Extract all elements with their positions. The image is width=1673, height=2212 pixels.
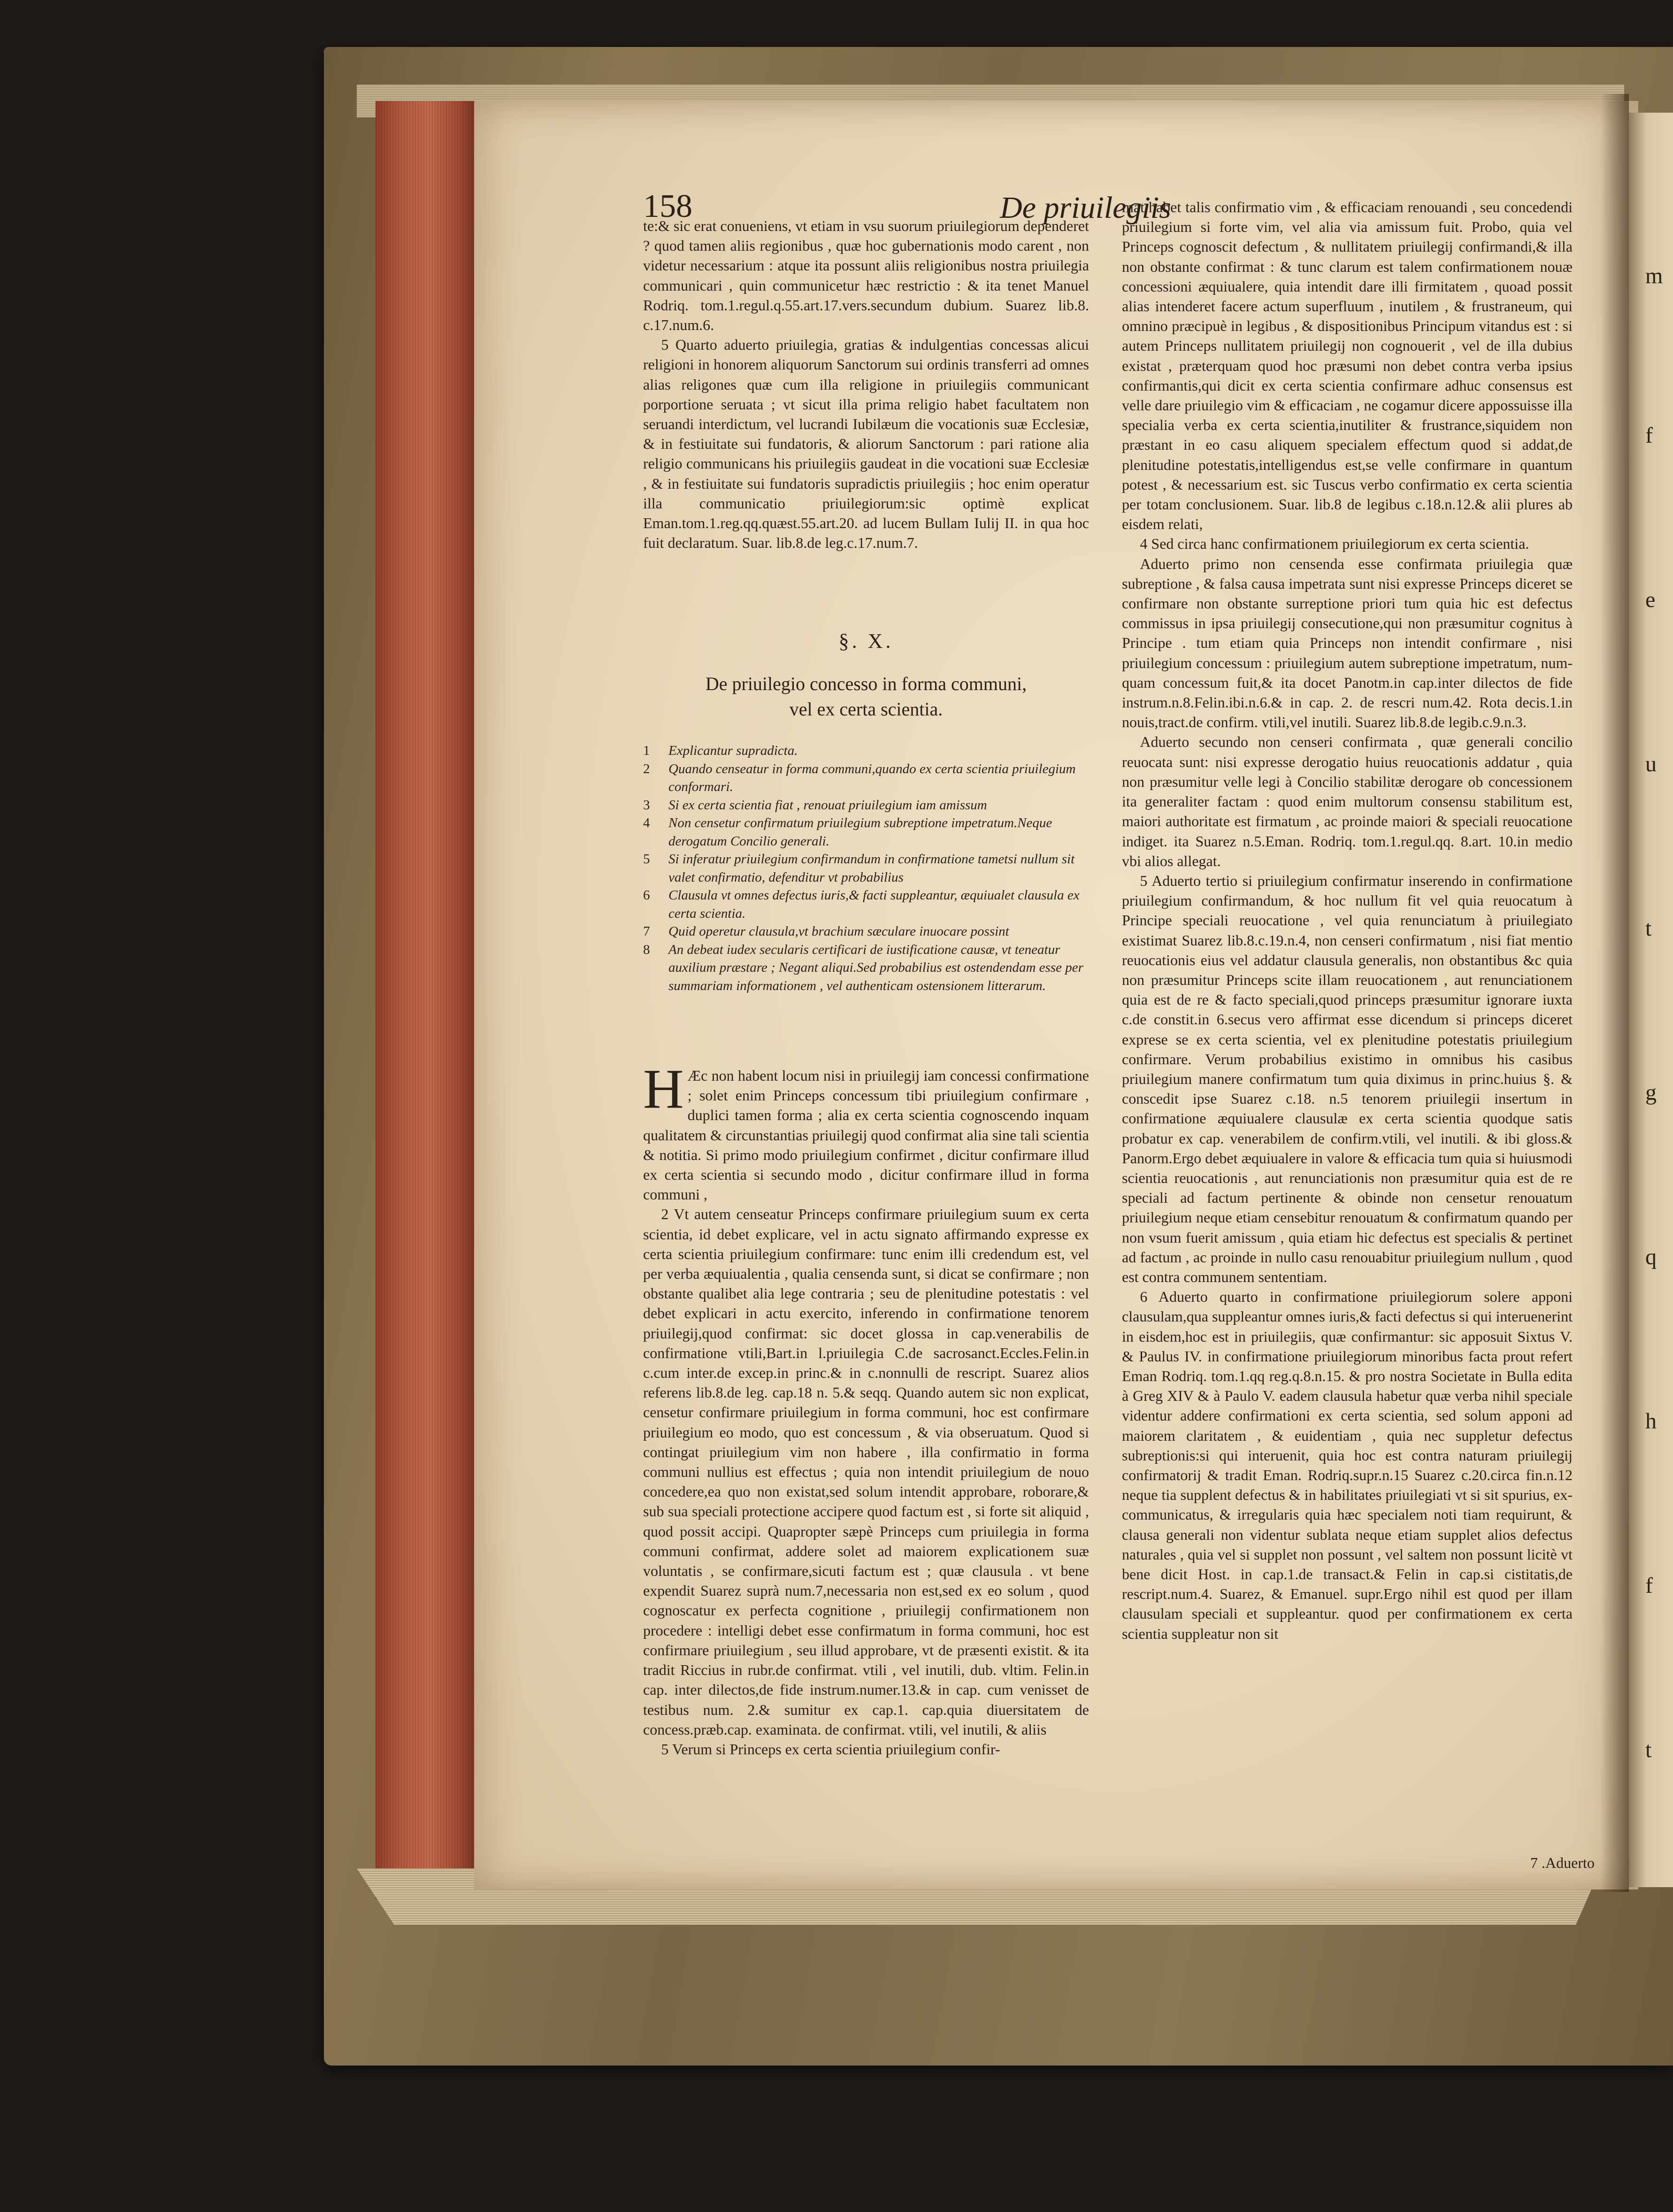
facing-page-letter: t bbox=[1645, 916, 1652, 941]
gutter-shadow bbox=[1601, 94, 1629, 1892]
summary-item bbox=[643, 742, 1089, 760]
summary-text: Explicantur supradicta. bbox=[668, 743, 798, 758]
summary-item bbox=[643, 814, 1089, 850]
section-heading-line: vel ex certa scientia. bbox=[789, 699, 943, 720]
summary-item bbox=[643, 922, 1089, 941]
paragraph: 5 Verum si Princeps ex certa scientia priuilegium confir- bbox=[661, 1740, 1000, 1758]
summary-number: 3 bbox=[643, 797, 650, 813]
summary-text: An debeat iudex secularis certificari de iustificatione causæ, vt teneatur auxilium præstare ; Negant aliqui.Sed probabilius est ostendendam esse per summariam informationem , vel authenticam ostensionem litterarum. bbox=[668, 942, 1083, 993]
summary-number: 8 bbox=[643, 942, 650, 957]
paragraph: 5 Quarto aduerto priuilegia, gratias & indulgentias concessas alicui religioni in honorem aliquorum Sanctorum sui ordinis transferri ad omnes alias religones quæ cum illa religione in priuilegiis communicant porportione seruata ; vt sicut illa prima religio habet facultatem non seruandi interdictum, vel lucrandi Iubilæum die vocationis suæ Ecclesiæ, & in festiuitate sui fundatoris, & aliorum Sanctorum : pari ratione alia religio communicans his priuilegiis gaudeat in die vocationi suæ Ecclesiæ , & in festiuitate sui fundatoris supradictis priuilegiis ; hoc enim operatur illa communicatio priuilegiorum:sic optimè explicat Eman.tom.1.reg.qq.quæst.55.art.20. ad lucem Bullam Iulij II. in qua hoc fuit declaratum. Suar. lib.8.de leg.c.17.num.7. bbox=[643, 336, 1089, 552]
paragraph bbox=[643, 1058, 1089, 1204]
summary-item bbox=[643, 796, 1089, 814]
page-number: 158 bbox=[643, 188, 692, 224]
paragraph: 4 Sed circa hanc confirmationem priuilegiorum ex certa scientia. bbox=[1140, 535, 1529, 553]
right-column bbox=[1122, 197, 1573, 1644]
summary-item bbox=[643, 886, 1089, 922]
summary-text: Quid operetur clausula,vt brachium sæculare inuocare possint bbox=[668, 924, 1009, 939]
summary-text: Clausula vt omnes defectus iuris,& facti suppleantur, æquiualet clausula ex certa scientia. bbox=[668, 888, 1080, 921]
summary-number: 7 bbox=[643, 924, 650, 939]
drop-cap: H bbox=[643, 1058, 684, 1120]
left-column-top bbox=[643, 216, 1089, 553]
summary-item bbox=[643, 850, 1089, 886]
section-mark: §. X. bbox=[838, 630, 894, 653]
section-heading-line: De priuilegio concesso in forma communi, bbox=[705, 673, 1027, 694]
summary-text: Si ex certa scientia fiat , renouat priuilegium iam amissum bbox=[668, 797, 987, 813]
paragraph: Aduerto secundo non censeri confirmata , quæ generali concilio reuocata sunt: nisi expresse derogatio huius reuocationis addatur , quia non præsumitur velle legi à Concilio stabilitæ derogare ob concessionem ita generaliter factam : quod enim multorum consensu stabilitum est, maiori authoritate est firmatum , ac proinde maiori & speciali reuocatione indiget. ita Suarez n.5.Eman. Rodriq. tom.1.regul.qq. 8.art. 10.in medio vbi alios allegat. bbox=[1122, 733, 1573, 869]
facing-page-letter: h bbox=[1645, 1409, 1657, 1434]
left-column-body bbox=[643, 1058, 1089, 1759]
summary-item bbox=[643, 760, 1089, 796]
summary-text: Quando censeatur in forma communi,quando ex certa scientia priuilegium conformari. bbox=[668, 761, 1076, 794]
summary-number: 6 bbox=[643, 888, 650, 903]
facing-page-letter: m bbox=[1645, 263, 1663, 288]
section-heading bbox=[643, 671, 1089, 722]
paragraph: mat habet talis confirmatio vim , & efficaciam renouandi , seu concedendi priuilegium si forte vim, vel alia via amissum fuit. Probo, quia vel Princeps cognoscit defectum , & nullitatem priuilegij confirmandi,& illa non obstante confirmat : & tunc clarum est talem confirmationem nouæ concessioni æquiualere, quia intendit dare illi firmitatem , quoad possit alias intenderet facere actum superfluum , inutilem , & frustraneum, qui omnino præcipuè in legibus , & dispositionibus Principum vitandus est : si autem Princeps nullitatem priuilegij non cognouerit , vel de illa dubius existat , præterquam quod hoc præsumi non debet contra verba ipsius confirmantis,qui dicit ex certa scientia confirmare adhuc consensus est velle dare priuilegio vim & efficaciam , ne cogamur dicere appossuisse illa specialia verba ex certa scientia,inutiliter & frustrance,siquidem non præstant in eo casu aliquem specialem effectum quod si addat,de plenitudine potestatis,intelligendus est,se velle confirmare in quantum potest , & necessarium est. sic Tuscus verbo confirmatio ex certa scientia per totam conclusionem. Suar. lib.8 de legibus c.18.n.12.& alii plures ab eisdem relati, bbox=[1122, 199, 1573, 533]
facing-page-letter: f bbox=[1645, 423, 1653, 448]
summary-text: Si inferatur priuilegium confirmandum in confirmatione tametsi nullum sit valet confirmatio, defenditur vt probabilius bbox=[668, 852, 1075, 885]
paragraph: te:& sic erat conueniens, vt etiam in vsu suorum priuilegiorum dependeret ? quod tamen aliis regionibus , quæ hoc gubernationis modo carent , non videtur necessarium : atque ita possunt aliis religionibus nostra priuilegia communicari , quin communicetur hæc restrictio : & ita tenet Manuel Rodriq. tom.1.regul.q.55.art.17.vers.secundum dubium. Suarez lib.8. c.17.num.6. bbox=[643, 217, 1089, 334]
running-title: De priuilegiis bbox=[1000, 191, 1171, 225]
facing-page-letter: t bbox=[1645, 1737, 1652, 1762]
paragraph: 5 Aduerto tertio si priuilegium confirmatur inserendo in confirmatione priuilegium confirmandum, & hoc nullum fit vel quia reuocatum à Principe speciali reuocatione , vel quia renunciatum à priuilegiato existimat Suarez lib.8.c.19.n.4, non censeri confirmatum , nisi fiat mentio reuocationis eius vel addatur clausula generalis, non obstantibus &c quia non præsumitur Princeps scite illam reuocationem , aut renunciationem quia est de re & facto speciali,quod princeps præsumitur ignorare iuxta c.de constit.in 6.secus vero affirmat esse dicendum si princeps diceret exprese se ex certa scientia, vel ex plenitudine potestatis priuilegium confirmare. Verum probabilius existimo in omnibus his casibus priuilegium manere confirmatum tum quia diximus in princ.huius §. & conscedit ipse Suarez c.18. n.5 tenorem priuilegii insertum in confirmatione æquiualere clausulæ ex certa scientia quodque satis probatur ex cap. venerabilem de confirm.vtili, vel inutili. & ibi gloss.& Panorm.Ergo debet æquiualere in valore & efficacia tum quia si huiusmodi scientia reuocationis , aut renunciationis non præsumitur quia est de re speciali ad factum pertinente & obinde non censetur renouatum priuilegium neque etiam censebitur renouatum & confirmatum quando per non vsum fuerit amissum , quia etiam hic defectus est specialis & pertinet ad factum , ac proinde in nullo casu renouabitur priuilegium nullum , quod est contra communem sententiam. bbox=[1122, 872, 1573, 1285]
paragraph: 2 Vt autem censeatur Princeps confirmare priuilegium suum ex certa scientia, id debet explicare, vel in actu signato affirmando expresse ex certa scientia priuilegium confirmare: tunc enim illi credendum est, vel per verba æquiualentia , qualia censenda sunt, si dicat se confirmare ; non obstante qualibet alia lege contraria ; seu de plenitudine potestatis : vel debet explicari in actu exercito, inferendo in confirmatione tenorem priuilegij,quod confirmat: sic docet glossa in cap.venerabilis de confirmatione vtili,Bart.in l.priuilegia C.de sacrosanct.Eccles.Felin.in c.cum inter.de excep.in princ.& in c.nonnulli de rescript. Suarez alios referens lib.8.de leg. cap.18 n. 5.& seqq. Quando autem sic non explicat, censetur confirmare priuilegium in forma communi, hoc est confirmare priuilegium eo modo, quo est concessum , & via obseruatum. Quod si contingat priuilegium vim non habere , illa confirmatio in forma communi nullius est effectus ; quia non intendit priuilegium de nouo concedere,ea quo non existat,sed solum intendit approbare, roborare,& sub sua speciali protectione accipere quod factum est , si forte sit aliquid , quod possit accipi. Quapropter sæpè Princeps cum priuilegia in forma communi confirmat, addere solet ad maiorem explicationem suæ voluntatis , se confirmare,sicuti factum est ; quæ clausula . vt bene expendit Suarez suprà num.7,necessaria non est,sed ex eo solum , quod cognoscatur ex perfecta cognitione , priuilegij confirmationem non procedere : intelligi debet esse confirmatum in forma communi, hoc est confirmare priuilegium , seu illud approbare, vt de præsenti existit. & ita tradit Riccius in rubr.de confirmat. vtili , vel inutili, dub. vltim. Felin.in cap. inter dilectos,de fide instrum.numer.13.& in cap. cum venisset de testibus num. 2.& sumitur ex cap.1. cap.quia diuersitatem de concess.præb.cap. examinata. de confirmat. vtili, vel inutili, & aliis bbox=[643, 1206, 1089, 1738]
paragraph: 6 Aduerto quarto in confirmatione priuilegiorum solere apponi clausulam,qua suppleantur omnes iuris,& facti defectus si qui interuenerint in eisdem,hoc est in priuilegiis, quæ confirmantur: sic apposuit Sixtus V. & Paulus IV. in confirmatione priuilegiorum minoribus facta prout refert Eman Rodriq. tom.1.qq reg.q.8.n.15. & pro nostra Societate in Bulla edita à Greg XIV & à Paulo V. eadem clausula habetur quæ verba nihil speciale videntur addere confirmationi ex certa scientia, sed solum apponi ad maiorem claritatem , & euidentiam , quia nec suppletur defectus subreptionis:si qui interuenit, quia hoc est contra naturam priuilegij confirmatorij & tradit Eman. Rodriq.supr.n.15 Suarez c.20.circa fin.n.12 neque tia supplent defectus & in habilitates priuilegiati vt si sit spurius, excommunicatus, & irregularis quia hæc specialem noti tiam requirunt, & clausa generali non videntur sublata neque etiam supplet alios defectus naturales , quia vel si supplet non possunt , vel saltem non possunt licitè vt bene dicit Host. in cap.1.de transact.& Felin in cap.si cistitatis,de rescript.num.4. Suarez, & Emanuel. supr.Ergo nihil est quod per illam clausulam speciali et suppleantur. quod per confirmationem ex certa scientia suppleatur non sit bbox=[1122, 1288, 1573, 1642]
summary-number: 2 bbox=[643, 761, 650, 776]
facing-page-letter: e bbox=[1645, 587, 1656, 612]
facing-page-letter: q bbox=[1645, 1244, 1657, 1269]
red-fore-edge bbox=[376, 101, 474, 1899]
facing-page bbox=[1629, 113, 1673, 1887]
facing-page-letter: u bbox=[1645, 752, 1657, 776]
summary-item bbox=[643, 941, 1089, 995]
paragraph-text: Æc non habent locum nisi in priuilegij iam concessi confirmatione ; solet enim Princeps concessum tibi priuilegium confirmare , duplici tamen forma ; alia ex certa scientia cognoscendo inquam qualitatem & circunstantias priuilegij quod confirmat alia sine tali scientia & notitia. Si primo modo priuilegium confirmet , dicitur confirmare illud ex certa scientia si secundo modo , dicitur confirmare illud in forma communi , bbox=[643, 1067, 1089, 1203]
paragraph: Aduerto primo non censenda esse confirmata priuilegia quæ subreptione , & falsa causa impetrata sunt nisi expresse Princeps diceret se confirmare non obstante surreptione priori tum quia hic est defectus commissus in ipsa priuilegij consecutione,qui non præsumitur cognitus à Principe . tum etiam quia Princeps non intendit confirmare , nisi priuilegium concessum : priuilegium autem subreptione impetratum, numquam concessum fuit,& ita docet Panotm.in cap.inter dilectos de fide instrum.n.8.Felin.ibi.n.6.& in cap. 2. de rescri num.42. Rota decis.1.in nouis,tract.de confirm. vtili,vel inutili. Suarez lib.8.de legib.c.9.n.3. bbox=[1122, 555, 1573, 731]
section-summary bbox=[643, 742, 1089, 995]
catchword: 7 .Aduerto bbox=[1530, 1854, 1595, 1871]
summary-number: 5 bbox=[643, 852, 650, 867]
facing-page-letter: g bbox=[1645, 1080, 1657, 1105]
summary-text: Non censetur confirmatum priuilegium subreptione impetratum.Neque derogatum Concilio generali. bbox=[668, 815, 1052, 849]
summary-number: 4 bbox=[643, 815, 650, 830]
summary-number: 1 bbox=[643, 743, 650, 758]
facing-page-letter: f bbox=[1645, 1573, 1653, 1598]
